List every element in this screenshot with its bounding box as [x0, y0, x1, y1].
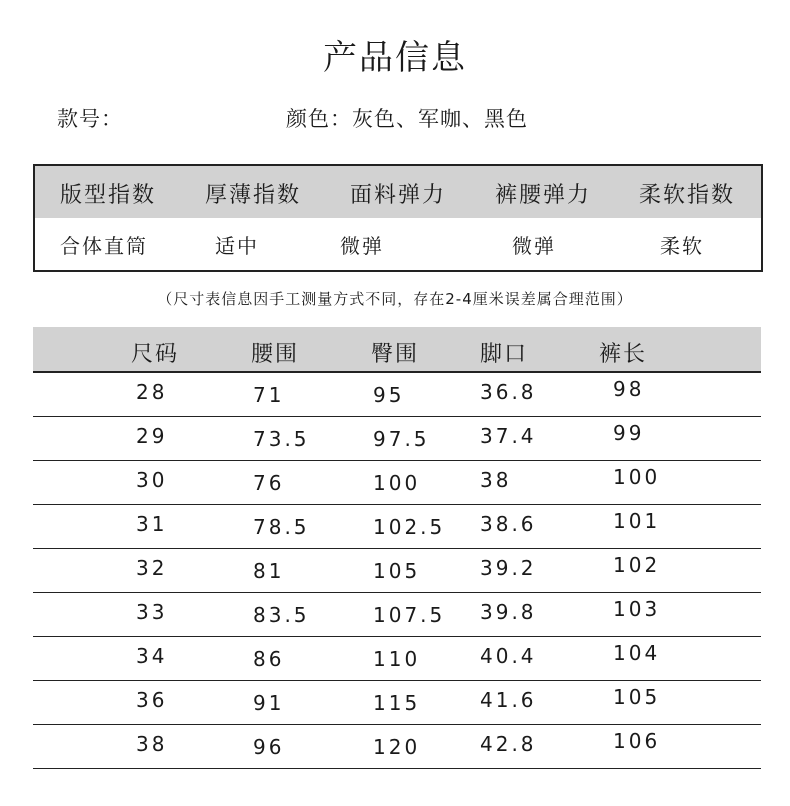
size-header-length: 裤长	[599, 342, 648, 367]
length-cell: 103	[613, 597, 661, 621]
index-header-softness: 柔软指数	[639, 183, 736, 208]
hip-cell: 102.5	[373, 515, 446, 539]
length-cell: 98	[613, 377, 645, 401]
index-value-softness: 柔软	[660, 234, 704, 258]
index-header-fabric-stretch: 面料弹力	[350, 183, 447, 208]
waist-cell: 71	[253, 383, 285, 407]
index-table	[33, 164, 763, 272]
size-cell: 31	[136, 512, 168, 536]
size-cell: 38	[136, 732, 168, 756]
table-row	[33, 636, 761, 681]
index-header-waist-stretch: 裤腰弹力	[495, 183, 592, 208]
size-cell: 33	[136, 600, 168, 624]
index-value-waist-stretch: 微弹	[512, 234, 556, 258]
table-row	[33, 724, 761, 769]
size-header-leg-opening: 脚口	[480, 342, 529, 367]
hip-cell: 115	[373, 691, 421, 715]
size-header-waist: 腰围	[251, 342, 300, 367]
hip-cell: 95	[373, 383, 405, 407]
length-cell: 105	[613, 685, 661, 709]
leg-opening-cell: 38	[480, 468, 512, 492]
table-row	[33, 372, 761, 417]
table-row	[33, 504, 761, 549]
hip-cell: 120	[373, 735, 421, 759]
size-cell: 36	[136, 688, 168, 712]
leg-opening-cell: 39.2	[480, 556, 537, 580]
leg-opening-cell: 36.8	[480, 380, 537, 404]
length-cell: 99	[613, 421, 645, 445]
waist-cell: 76	[253, 471, 285, 495]
size-cell: 30	[136, 468, 168, 492]
size-cell: 29	[136, 424, 168, 448]
waist-cell: 86	[253, 647, 285, 671]
length-cell: 102	[613, 553, 661, 577]
index-value-fabric-stretch: 微弹	[340, 234, 384, 258]
page-title: 产品信息	[323, 38, 467, 78]
hip-cell: 105	[373, 559, 421, 583]
index-value-thickness: 适中	[215, 234, 259, 258]
waist-cell: 73.5	[253, 427, 310, 451]
index-header-thickness: 厚薄指数	[205, 183, 302, 208]
waist-cell: 83.5	[253, 603, 310, 627]
index-header-fit: 版型指数	[60, 183, 157, 208]
size-cell: 28	[136, 380, 168, 404]
index-table-header	[35, 166, 761, 218]
size-header-size: 尺码	[131, 342, 180, 367]
size-table-header	[33, 327, 761, 373]
leg-opening-cell: 41.6	[480, 688, 537, 712]
waist-cell: 91	[253, 691, 285, 715]
measurement-note: （尺寸表信息因手工测量方式不同，存在2-4厘米误差属合理范围）	[157, 290, 633, 308]
table-row	[33, 460, 761, 505]
length-cell: 106	[613, 729, 661, 753]
table-row	[33, 416, 761, 461]
leg-opening-cell: 37.4	[480, 424, 537, 448]
hip-cell: 107.5	[373, 603, 446, 627]
waist-cell: 78.5	[253, 515, 310, 539]
index-value-fit: 合体直筒	[60, 234, 148, 258]
waist-cell: 96	[253, 735, 285, 759]
waist-cell: 81	[253, 559, 285, 583]
size-cell: 32	[136, 556, 168, 580]
color-info: 颜色：灰色、军咖、黑色	[286, 107, 528, 131]
size-header-hip: 臀围	[371, 342, 420, 367]
table-row	[33, 548, 761, 593]
length-cell: 100	[613, 465, 661, 489]
leg-opening-cell: 39.8	[480, 600, 537, 624]
model-label: 款号：	[57, 107, 123, 131]
length-cell: 104	[613, 641, 661, 665]
length-cell: 101	[613, 509, 661, 533]
hip-cell: 100	[373, 471, 421, 495]
table-row	[33, 680, 761, 725]
leg-opening-cell: 38.6	[480, 512, 537, 536]
leg-opening-cell: 40.4	[480, 644, 537, 668]
leg-opening-cell: 42.8	[480, 732, 537, 756]
size-cell: 34	[136, 644, 168, 668]
hip-cell: 97.5	[373, 427, 430, 451]
hip-cell: 110	[373, 647, 421, 671]
table-row	[33, 592, 761, 637]
